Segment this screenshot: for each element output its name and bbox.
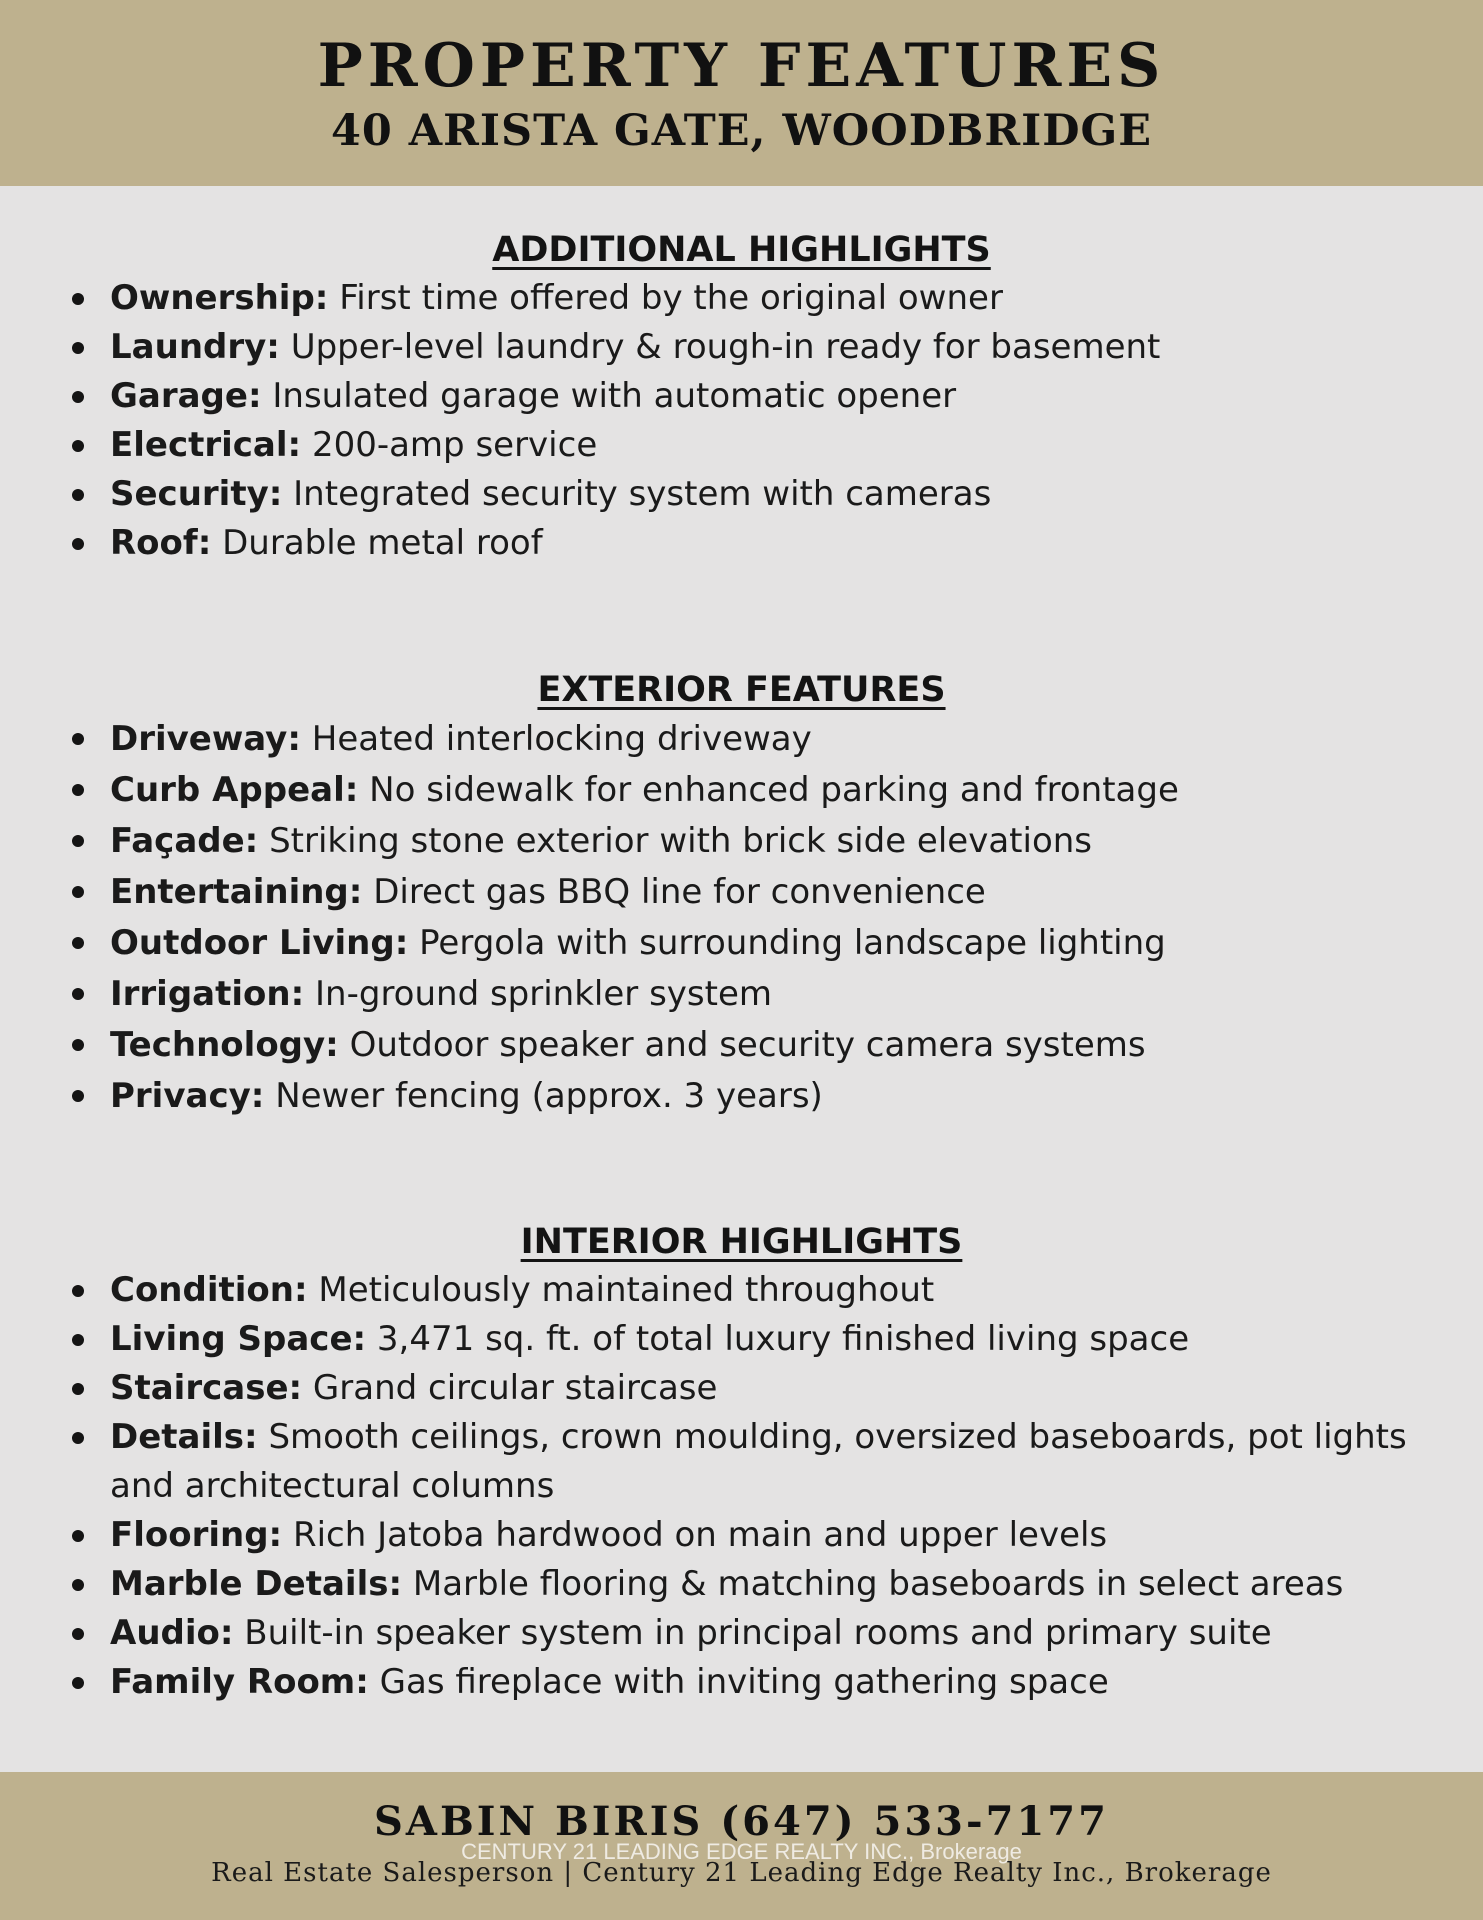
feature-text: No sidewalk for enhanced parking and frontage [369,770,1179,810]
feature-item [0,274,1483,323]
agent-name-phone: SABIN BIRIS (647) 533-7177 [374,1798,1109,1845]
feature-label: Security: [110,474,283,514]
feature-label: Outdoor Living: [110,923,409,963]
feature-label: Ownership: [110,278,329,318]
section-additional-highlights [0,226,1483,568]
bullet-icon [72,835,84,847]
feature-item [0,918,1483,969]
feature-text: Upper-level laundry & rough-in ready for basement [290,327,1161,367]
feature-label: Curb Appeal: [110,770,359,810]
section-exterior-features [0,666,1483,1122]
feature-text: Gas fireplace with inviting gathering space [379,1662,1109,1702]
feature-item [0,1364,1483,1413]
bullet-icon [72,733,84,745]
feature-text: First time offered by the original owner [339,278,1003,318]
feature-label: Privacy: [110,1076,265,1116]
bullet-icon [72,937,84,949]
bullet-icon [72,1039,84,1051]
feature-text: 200-amp service [311,425,598,465]
feature-item [0,470,1483,519]
feature-item [0,1560,1483,1609]
feature-item [0,867,1483,918]
bullet-icon [72,1677,84,1689]
bullet-icon [72,1285,84,1297]
bullet-icon [72,784,84,796]
feature-label: Audio: [110,1613,234,1653]
feature-item [0,519,1483,568]
feature-item [0,1511,1483,1560]
feature-text: Durable metal roof [222,523,543,563]
feature-text: Rich Jatoba hardwood on main and upper levels [292,1515,1108,1555]
bullet-icon [72,293,84,305]
feature-item [0,1658,1483,1707]
feature-list [0,714,1483,1122]
feature-label: Flooring: [110,1515,283,1555]
feature-text: Insulated garage with automatic opener [272,376,957,416]
bullet-icon [72,342,84,354]
feature-label: Façade: [110,821,259,861]
feature-text: Outdoor speaker and security camera systems [349,1025,1146,1065]
feature-item [0,1071,1483,1122]
feature-label: Irrigation: [110,974,305,1014]
feature-item [0,969,1483,1020]
feature-item [0,372,1483,421]
feature-list [0,274,1483,568]
feature-label: Electrical: [110,425,302,465]
section-heading: INTERIOR HIGHLIGHTS [520,1222,963,1262]
feature-label: Driveway: [110,719,301,759]
feature-text: Striking stone exterior with brick side elevations [269,821,1093,861]
feature-label: Staircase: [110,1368,303,1408]
bullet-icon [72,988,84,1000]
feature-text: Grand circular staircase [312,1368,718,1408]
feature-item [0,816,1483,867]
brokerage-watermark: CENTURY 21 LEADING EDGE REALTY INC., Brokerage [461,1839,1022,1864]
feature-text: Newer fencing (approx. 3 years) [275,1076,823,1116]
feature-text: Pergola with surrounding landscape lighting [419,923,1166,963]
feature-item [0,323,1483,372]
agent-tagline: Real Estate Salesperson | Century 21 Leading Edge Realty Inc., Brokerage [211,1858,1272,1888]
feature-text: Heated interlocking driveway [311,719,812,759]
feature-label: Entertaining: [110,872,363,912]
bullet-icon [72,1579,84,1591]
bullet-icon [72,1383,84,1395]
feature-list [0,1266,1483,1707]
feature-label: Garage: [110,376,262,416]
feature-item [0,765,1483,816]
feature-item [0,1020,1483,1071]
feature-label: Condition: [110,1270,308,1310]
feature-text: Direct gas BBQ line for convenience [373,872,986,912]
section-heading: EXTERIOR FEATURES [537,670,946,710]
bullet-icon [72,1530,84,1542]
header-band [0,0,1483,186]
feature-text: Meticulously maintained throughout [318,1270,935,1310]
feature-label: Marble Details: [110,1564,403,1604]
feature-label: Family Room: [110,1662,369,1702]
feature-item [0,1266,1483,1315]
feature-text: In-ground sprinkler system [315,974,772,1014]
bullet-icon [72,1432,84,1444]
bullet-icon [72,538,84,550]
feature-label: Details: [110,1417,258,1457]
feature-text: Smooth ceilings, crown moulding, oversized baseboards, pot lights and architectural columns [110,1417,1407,1506]
bullet-icon [72,1090,84,1102]
bullet-icon [72,1334,84,1346]
feature-text: Built-in speaker system in principal rooms and primary suite [244,1613,1272,1653]
feature-item [0,1315,1483,1364]
feature-label: Living Space: [110,1319,367,1359]
bullet-icon [72,440,84,452]
feature-label: Laundry: [110,327,280,367]
bullet-icon [72,489,84,501]
bullet-icon [72,1628,84,1640]
bullet-icon [72,886,84,898]
feature-item [0,421,1483,470]
section-interior-highlights [0,1218,1483,1707]
property-address: 40 ARISTA GATE, WOODBRIDGE [331,106,1152,156]
section-heading: ADDITIONAL HIGHLIGHTS [492,230,991,270]
feature-item [0,1609,1483,1658]
feature-label: Technology: [110,1025,339,1065]
feature-label: Roof: [110,523,212,563]
feature-item [0,1413,1483,1511]
bullet-icon [72,391,84,403]
feature-item [0,714,1483,765]
feature-text: Marble flooring & matching baseboards in select areas [412,1564,1344,1604]
footer-band [0,1772,1483,1920]
feature-text: 3,471 sq. ft. of total luxury finished living space [376,1319,1190,1359]
page-title: PROPERTY FEATURES [317,31,1166,101]
feature-text: Integrated security system with cameras [293,474,992,514]
